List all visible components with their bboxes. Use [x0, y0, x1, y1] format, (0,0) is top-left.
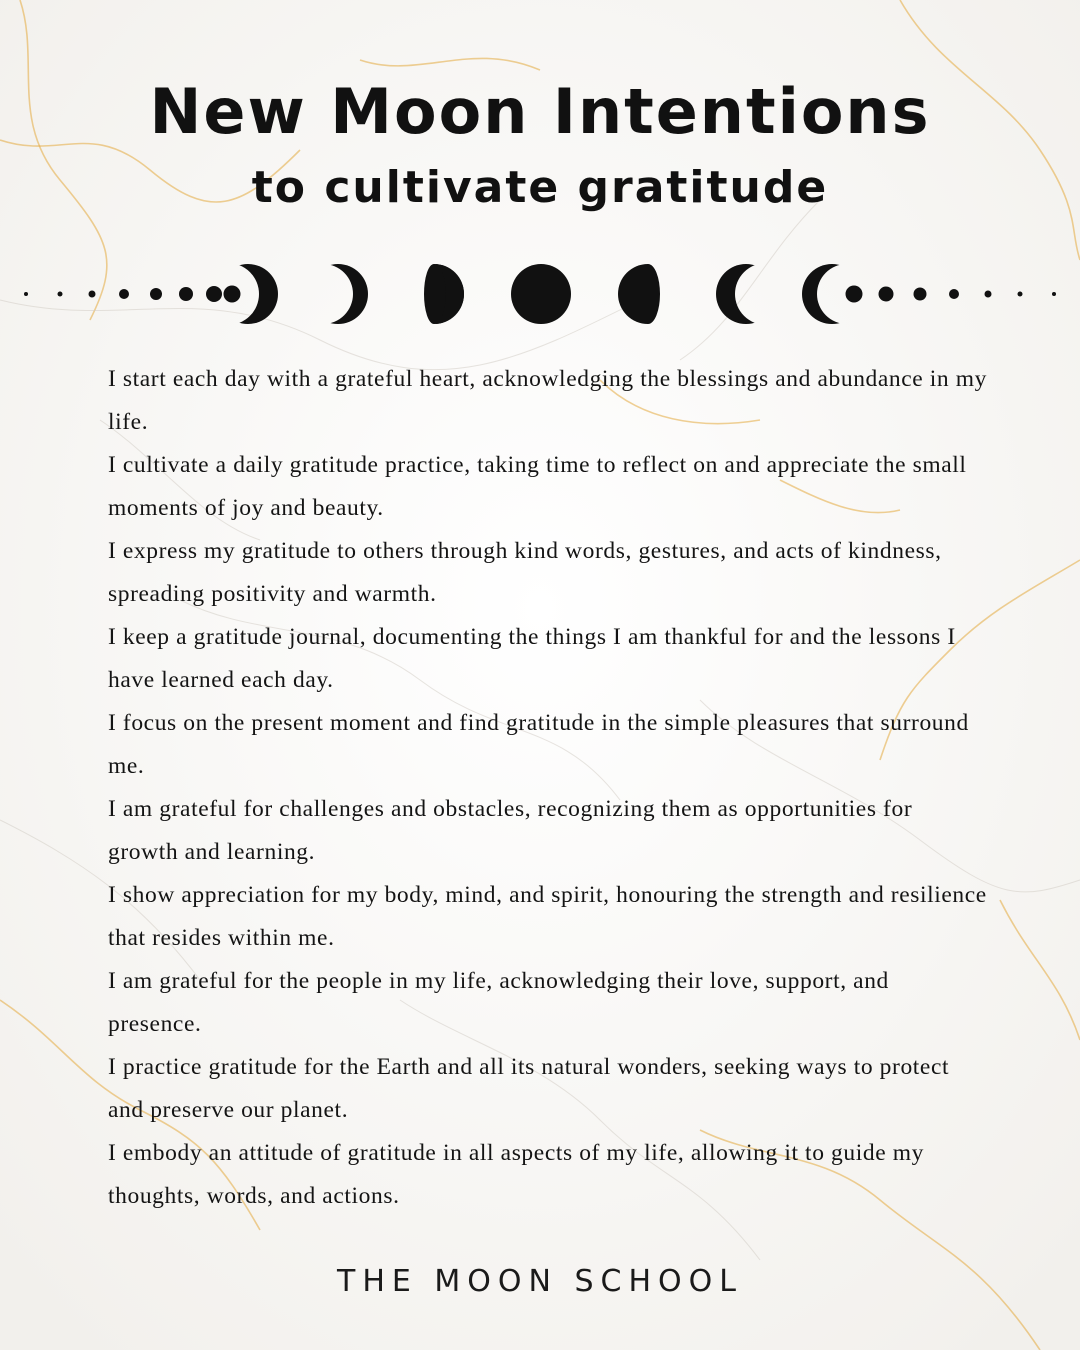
- waning-crescent-icon: [308, 264, 368, 324]
- intentions-list: [108, 358, 988, 1218]
- intention-item: I cultivate a daily gratitude practice, taking time to reflect on and appreciate the small moments of joy and beauty.: [108, 452, 967, 521]
- third-quarter-icon: [424, 264, 464, 324]
- moon-phases-row: [0, 258, 1080, 330]
- waxing-crescent-icon: [716, 264, 776, 324]
- intention-item: I start each day with a grateful heart, acknowledging the blessings and abundance in my life.: [108, 366, 987, 435]
- intention-item: I am grateful for challenges and obstacles, recognizing them as opportunities for growth and learning.: [108, 796, 913, 865]
- poster-subtitle: to cultivate gratitude: [251, 162, 829, 213]
- dots-left: [24, 286, 241, 303]
- intention-item: I practice gratitude for the Earth and all its natural wonders, seeking ways to protect and preserve our planet.: [108, 1054, 950, 1123]
- intention-item: I express my gratitude to others through kind words, gestures, and acts of kindness, spreading positivity and warmth.: [108, 538, 942, 607]
- poster-title: New Moon Intentions: [149, 75, 931, 148]
- brand-footer: THE MOON SCHOOL: [337, 1264, 743, 1299]
- first-quarter-icon: [618, 264, 660, 324]
- dots-right: [846, 286, 1057, 303]
- new-moon-icon: [511, 264, 571, 324]
- intention-item: I embody an attitude of gratitude in all aspects of my life, allowing it to guide my thoughts, words, and actions.: [108, 1140, 924, 1209]
- intention-item: I focus on the present moment and find gratitude in the simple pleasures that surround me.: [108, 710, 969, 779]
- intention-item: I am grateful for the people in my life, acknowledging their love, support, and presence.: [108, 968, 889, 1037]
- waning-crescent-icon: [218, 264, 278, 324]
- intention-item: I keep a gratitude journal, documenting the things I am thankful for and the lessons I have learned each day.: [108, 624, 956, 693]
- intention-item: I show appreciation for my body, mind, and spirit, honouring the strength and resilience that resides within me.: [108, 882, 987, 951]
